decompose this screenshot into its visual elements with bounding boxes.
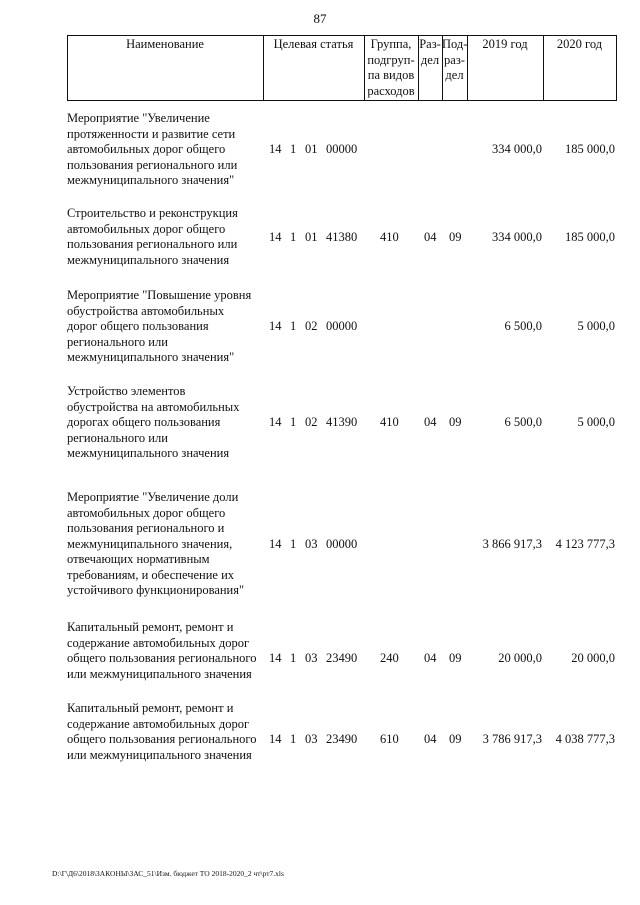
section-code: 04 — [424, 415, 437, 429]
header-section: Раз- дел — [419, 37, 441, 67]
code-2: 1 — [290, 651, 297, 665]
code-2: 1 — [290, 415, 297, 429]
value-2020: 20 000,0 — [571, 651, 615, 665]
code-3: 03 — [305, 651, 318, 665]
code-4: 00000 — [326, 537, 358, 551]
value-2019: 3 866 917,3 — [482, 537, 542, 551]
code-3: 01 — [305, 230, 318, 244]
code-4: 41380 — [326, 230, 358, 244]
code-3: 02 — [305, 319, 318, 333]
row-name: Устройство элементов обустройства на автомобильных дорогах общего пользования регионального или межмуниципального значения — [67, 384, 240, 460]
value-2019: 334 000,0 — [492, 142, 542, 156]
subsection-code: 09 — [449, 651, 462, 665]
code-2: 1 — [290, 230, 297, 244]
value-2019: 6 500,0 — [504, 415, 542, 429]
code-4: 23490 — [326, 651, 358, 665]
col-divider — [616, 35, 617, 101]
code-1: 14 — [269, 651, 282, 665]
code-2: 1 — [290, 537, 297, 551]
value-2020: 4 038 777,3 — [555, 732, 615, 746]
code-1: 14 — [269, 537, 282, 551]
subsection-code: 09 — [449, 415, 462, 429]
code-4: 00000 — [326, 142, 358, 156]
value-2020: 5 000,0 — [577, 415, 615, 429]
code-1: 14 — [269, 319, 282, 333]
group-code: 410 — [380, 415, 399, 429]
code-1: 14 — [269, 415, 282, 429]
value-2019: 3 786 917,3 — [482, 732, 542, 746]
code-3: 01 — [305, 142, 318, 156]
code-2: 1 — [290, 732, 297, 746]
header-top-border — [67, 35, 617, 36]
group-code: 410 — [380, 230, 399, 244]
header-2020: 2020 год — [556, 37, 603, 51]
value-2019: 20 000,0 — [498, 651, 542, 665]
code-3: 02 — [305, 415, 318, 429]
code-1: 14 — [269, 142, 282, 156]
header-subsection: Под- раз- дел — [442, 37, 468, 82]
subsection-code: 09 — [449, 230, 462, 244]
file-path-footer: D:\Г\Д6\2018\ЗАКОНЫ\ЗАС_51\Изм. бюджет ТО 2018-2020_2 чт\рт7.xls — [52, 869, 284, 878]
page-number: 87 — [313, 11, 327, 26]
table-header — [67, 35, 617, 101]
code-1: 14 — [269, 230, 282, 244]
value-2019: 334 000,0 — [492, 230, 542, 244]
header-2019: 2019 год — [482, 37, 528, 51]
header-group: Группа, подгруп- па видов расходов — [367, 37, 415, 98]
value-2020: 5 000,0 — [577, 319, 615, 333]
section-code: 04 — [424, 651, 437, 665]
section-code: 04 — [424, 732, 437, 746]
group-code: 610 — [380, 732, 399, 746]
row-name: Мероприятие "Увеличение доли автомобильных дорог общего пользования регионального и межмуниципального значения, отвечающих нормативным требованиям, и обеспечение их устойчивого функционирования" — [67, 490, 245, 597]
header-name: Наименование — [126, 37, 204, 51]
row-name: Капитальный ремонт, ремонт и содержание автомобильных дорог общего пользования регионального или межмуниципального значения — [67, 701, 257, 762]
group-code: 240 — [380, 651, 399, 665]
code-3: 03 — [305, 537, 318, 551]
value-2020: 4 123 777,3 — [555, 537, 615, 551]
code-1: 14 — [269, 732, 282, 746]
value-2020: 185 000,0 — [565, 230, 615, 244]
row-name: Капитальный ремонт, ремонт и содержание автомобильных дорог общего пользования регионального или межмуниципального значения — [67, 620, 257, 681]
value-2019: 6 500,0 — [504, 319, 542, 333]
code-4: 00000 — [326, 319, 358, 333]
header-bottom-border — [67, 100, 617, 101]
code-3: 03 — [305, 732, 318, 746]
code-4: 41390 — [326, 415, 358, 429]
row-name: Строительство и реконструкция автомобильных дорог общего пользования регионального или межмуниципального значения — [67, 206, 238, 267]
section-code: 04 — [424, 230, 437, 244]
header-target: Целевая статья — [273, 37, 354, 51]
code-2: 1 — [290, 319, 297, 333]
row-name: Мероприятие "Увеличение протяженности и развитие сети автомобильных дорог общего пользования регионального или межмуниципального значения" — [67, 111, 238, 187]
code-2: 1 — [290, 142, 297, 156]
code-4: 23490 — [326, 732, 358, 746]
subsection-code: 09 — [449, 732, 462, 746]
row-name: Мероприятие "Повышение уровня обустройства автомобильных дорог общего пользования регионального или межмуниципального значения" — [67, 288, 252, 364]
value-2020: 185 000,0 — [565, 142, 615, 156]
